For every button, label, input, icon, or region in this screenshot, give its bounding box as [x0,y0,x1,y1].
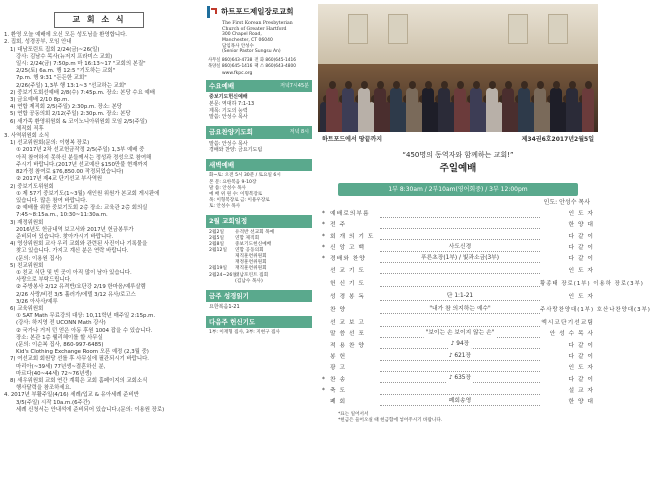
note-line: *헌금은 들어오실 때 헌금함에 넣어주시기 바랍니다. [338,418,443,423]
news-item: 마리아(~39세) 77년생~결혼하신 분, [16,363,106,370]
memory-text: 요한복음1-21 [209,304,240,311]
news-item: ② 예배를 위한 중보기도회 2층 장소: 교육관 2층 회의실 [16,205,148,212]
contact-pastor-office: 목양실 860)645-1416 [208,63,253,69]
church-website[interactable]: www.fkpc.org [222,71,253,77]
congregant-head [537,81,544,89]
dawn-line: 예 배 위 원 수: 이형복장로 [209,191,263,197]
standing-marker: * [322,244,325,251]
congregant-figure [454,88,466,132]
schedule-event: 제직훈련위원회 [235,254,267,260]
congregant-figure [374,88,386,132]
news-item: 2/26(주일) 1,3부 행 13:1~3 "선교하는 교회" [16,82,127,89]
congregant-head [393,81,400,89]
order-leader: 주사랑찬양대(1부) 호산나찬양대(3부) [540,307,651,314]
news-item: ② 국가나 거저 던 얻은 아동 후원 1004 잡을 수 있습니다. [16,327,153,334]
order-label: 회 개 의 기 도 [330,233,375,240]
order-leader: 인 도 자 [568,267,594,274]
order-label: 찬 송 [330,376,347,383]
friday-line: 경배와 찬양: 금요기도팀 [209,147,263,154]
news-item: 2) 중보기도회선예배 2/8(수) 7:45p.m. 장소: 본당 수요 예배 [10,89,155,96]
order-leader: 한 양 대 [568,222,594,229]
order-label: 봉 헌 [330,354,347,361]
standing-marker: * [322,222,325,229]
dawn-head: 새벽예배 [209,161,235,169]
news-item: 찾고 있습니다. 가지고 계신 분은 연락 바랍니다. [16,248,129,255]
order-label: 성 경 봉 독 [330,293,365,300]
news-item: ② 2017년 제4교 단기선교 부사역원 [16,176,103,183]
order-leader: 황종태 장로(1부) 이용하 장로(3부) [540,281,644,288]
next-week-text: 1부: 이재형 집사, 3부: 지현구 집사 [209,330,280,336]
news-item: (강사: 하지영 전 UCONN Math 강사) [16,320,106,327]
schedule-event: 연합 제직회 [235,235,260,241]
congregant-head [505,81,512,89]
friday-section [206,126,312,156]
church-info-column [206,4,312,473]
news-item: ① 제 57기 중보기도(1~3월) 새인원 위원가 본교회 게시판에 [16,190,160,197]
news-item: 2/25(토) 6a.m. 행 12:5 "기도하는 교회" [16,68,116,75]
order-leader: 다 같 이 [568,233,594,240]
news-item: 체직회 직후 [16,125,44,132]
schedule-date: 2월12일 [209,248,228,254]
news-item: ① SAT Math 무료강의 대상: 10,11학년 매주일 2:15p.m. [16,313,156,320]
congregant-head [457,81,464,89]
contact-fax: 팩 스 860)643-4800 [254,63,296,69]
news-item: 3/5(주일) 시작 10a.m.(6주간) [16,399,91,406]
news-item: 2. 집회, 성경공부, 모임 안내 [4,39,72,46]
worship-order-row [322,209,594,220]
next-week-head: 다음주 헌신기도 [209,317,256,326]
memory-head: 금주 성경읽기 [209,291,249,300]
standing-marker: * [322,211,325,218]
pastor-korean: 담임목사 안성수 [222,43,254,49]
congregant-head [489,81,496,89]
congregant-head [425,81,432,89]
worship-order-row [322,243,594,254]
schedule-event: 연합 공동의회 [235,248,264,254]
church-motto: “450명의 동역자와 함께하는 교회!” [402,150,514,159]
news-item: 1. 환영 오늘 예배에 오신 모든 성도님을 환영합니다. [4,32,127,39]
wednesday-line: 말씀: 안성수 목사 [209,114,248,121]
dawn-line: 말 씀: 안성수 목사 [209,185,246,191]
schedule-date [209,279,231,285]
news-item: 주시기 바랍니다.(2017년 선교예산 $150만불 현재까지 [16,161,148,168]
contact-phone: 전 화 860)645-1416 [254,57,296,63]
schedule-date: 2월19일 [209,266,228,272]
news-item: ① 친교 식단 및 빈 곳이 아직 많이 남아 있습니다. [16,269,132,276]
church-name-english-1: The First Korean Presbyterian [222,21,293,26]
congregation-photo [318,4,598,132]
news-item: 3. 사역위원회 소식 [4,133,50,140]
order-leader: 다 같 이 [568,256,594,263]
congregant-figure [422,88,434,132]
news-item: 행사달력을 참조하세요. [16,385,72,392]
standing-marker: * [322,256,325,263]
order-content: 사도신경 [448,243,472,250]
congregant-figure [486,88,498,132]
news-item: (문의: 이용원 집사) [16,255,62,262]
news-item: 8) 새우위원회 교회 연간 계획은 교회 홈페이지의 교회소식 [10,377,148,384]
congregant-figure [390,88,402,132]
order-leader: 엑시코단기선교팀 [541,320,594,327]
order-leader: 인 도 자 [568,365,594,372]
order-content: ♪ 635장 [448,375,472,382]
order-content: "보이는 손 보이지 않는 손" [425,330,495,337]
wednesday-line: 본문: 역대하 7:1-13 [209,100,255,107]
congregant-figure [582,88,594,132]
order-label: 말 씀 선 포 [330,331,365,338]
contact-office: 사무실 860)643-4738 [208,57,253,63]
pastor-english: (Senior Pastor Sungsu An) [222,49,281,55]
news-item: 준비되어 있습니다. 찾아가시기 바랍니다. [16,233,114,240]
schedule-event: 재정훈련위원회 [235,260,267,266]
congregant-head [361,81,368,89]
news-item: Kid's Clothing Exchange Room 오픈 예정 (2,3월 중) [16,349,149,356]
news-item: 있습니다. 많은 참여 바랍니다. [16,197,88,204]
congregant-head [329,81,336,89]
order-content: 폐회송영 [448,397,472,404]
order-label: 선 교 기 도 [330,267,365,274]
order-leader: 다 같 이 [568,244,594,251]
order-leader: 다 같 이 [568,354,594,361]
order-content: 단 1:1-21 [446,292,474,299]
congregant-figure [502,88,514,132]
news-item: 5) 친교위원회 [10,262,44,269]
schedule-date: 2월5일 [209,235,225,241]
standing-marker: * [322,387,325,394]
worship-order-row [322,303,651,318]
congregant-figure [534,88,546,132]
february-schedule [206,228,312,287]
order-leader: 인 도 자 [568,293,594,300]
order-content: "내가 참 의지하는 예수" [429,305,491,312]
worship-title: 주일예배 [439,162,477,174]
congregant-head [585,81,592,89]
standing-marker: * [322,376,325,383]
worship-order-row [322,318,594,329]
wednesday-head: 수요예배 [209,81,235,90]
friday-line: 말씀: 안성수 목사 [209,140,248,147]
worship-order-row [322,397,594,408]
news-item: 4) 영상위원회 교사 우리 교회와 관련된 사진이나 기록물을 [10,241,148,248]
congregant-figure [550,88,562,132]
worship-order-row [322,341,594,352]
congregant-head [441,81,448,89]
schedule-event: 중보기도헌신예배 [235,241,272,247]
congregant-figure [406,88,418,132]
wednesday-title: 중보기도헌신예배 [209,94,248,101]
schedule-date: 2월8일 [209,241,225,247]
february-schedule-section [206,215,312,286]
news-item: 7:45~8:15a.m., 10:30~11:30a.m. [16,212,108,219]
news-item: 7p.m. 행 9:31 "든든한 교회" [16,75,87,82]
schedule-date: 2월2일 [209,229,225,235]
church-address-1: 300 Chapel Road, [222,32,262,38]
news-item: 아직 참여하지 못하신 분들께서는 정성과 정성으로 참여해 [16,154,152,161]
news-list [4,32,196,413]
news-item: 5) 연합 공동의회 2/12(주일) 2:30p.m. 장소: 본당 [10,111,131,118]
dawn-line: 본 문: 요한복음 9-10장 [209,179,257,185]
news-item: 1) 대남포린트 집회 2/24(금)~26(일) [10,46,100,53]
church-logo-icon [206,6,218,18]
order-label: 전 주 [330,222,347,229]
wednesday-line: 제목: 기도의 능력 [209,107,248,114]
order-content: ♪ 621장 [448,352,472,359]
news-item: 2/26 사랑/비전 3/5 흘러가/에델 3/12 유사/로고스 [16,291,136,298]
bulletin-slogan: 하트포드에서 땅끝까지 [322,136,383,143]
news-item: 3) 재정위원회 [10,219,44,226]
order-leader: 설 교 자 [568,387,594,394]
church-name-english-2: Church of Greater Hartford [222,26,287,32]
worship-order-row [322,386,594,397]
order-label: 신 앙 고 백 [330,244,365,251]
wednesday-time: 저녁7시45분 [280,82,309,89]
worship-order-row [322,232,594,243]
news-title: 교 회 소 식 [54,12,144,28]
order-label: 적 용 찬 양 [330,342,365,349]
worship-order-row [322,277,644,292]
schedule-event: 유격반 선교회 목예 [235,229,275,235]
worship-order-row [322,220,594,231]
worship-order-row [322,352,594,363]
order-label: 축 도 [330,387,347,394]
dawn-line: 목: 이형복장로 금: 이용우장로 [209,198,270,204]
congregant-head [553,81,560,89]
news-item: 7) 여선교회 회원당 선를 후 사무실에 필관되시기 바랍니다. [10,356,150,363]
congregant-head [345,81,352,89]
schedule-event: 대남포린트 집회 [235,272,269,278]
memory-section [206,290,312,313]
standing-marker: * [322,233,325,240]
news-item: 장소: 본관 1층 웰리헤이를 할 사무실 [16,334,103,341]
news-item: 세례 신청서는 안내석에 준비되어 있습니다.(문의: 이용원 장로) [16,406,165,413]
dawn-line: 토: 안성수 목사 [209,204,241,210]
news-item: 일시: 2/24(금) 7:50p.m 마 16:13~17 "교회의 본질" [16,61,146,68]
worship-column [318,4,651,473]
order-leader: 다 같 이 [568,376,594,383]
order-label: 광 고 [330,365,347,372]
bulletin-issue: 제34권6호2017년2월5일 [521,136,594,143]
congregant-figure [566,88,578,132]
congregant-figure [326,88,338,132]
bulletin-header-row [322,136,594,144]
news-item: 2) 중보기도위원회 [10,183,54,190]
order-leader: 한 양 대 [568,399,594,406]
dawn-line: 화~토: 오전 5시 30분 / 토요일 6시 [209,173,281,179]
order-label: 예배로의부름 [330,211,370,218]
order-content: ♪ 94장 [450,341,470,348]
worship-order-row [322,266,594,277]
note-line: *표는 일어서서 [338,411,369,417]
news-item: 마르다(40~44세) 72~76년생) [16,370,92,377]
next-week-section [206,316,312,339]
news-item: 1) 선교위원회(문의: 이형복 장로) [10,140,90,147]
news-item: ① 2017년 2차 선교헌금작정 2/5(주일) 1,3부 예배 중 [16,147,145,154]
order-label: 찬 양 [330,307,347,313]
service-leader: 인도: 안성수 목사 [543,199,590,207]
news-item: 6) 교육위원회 [10,305,44,312]
news-item: (문의: 이순복 집사, 860-997-6485) [16,341,104,348]
schedule-date: 2월24~26일 [209,272,237,278]
congregant-figure [342,88,354,132]
friday-time: 저녁 8시 [289,129,309,136]
order-label: 헌 신 기 도 [330,280,365,287]
congregant-head [473,81,480,89]
order-leader: 다 같 이 [568,342,594,349]
schedule-event: 재직훈련위원회 [235,266,267,272]
friday-head: 금요찬양기도회 [209,128,253,137]
worship-order-row [322,292,594,303]
congregant-figure [518,88,530,132]
congregant-head [521,81,528,89]
service-times: 1부 8:30am / 2부10am(영어회중) / 3부 12:00pm [338,183,578,197]
worship-notes [338,412,598,425]
schedule-event: (김남수 목사) [235,278,263,284]
wednesday-section [206,80,312,123]
schedule-row [209,279,309,285]
worship-order-row [322,254,594,265]
order-leader: 인 도 자 [568,211,594,218]
worship-order [322,209,651,408]
order-label: 폐 회 [330,399,347,406]
news-item: 4) 연합 제직회 2/5(주일) 2:30p.m. 장소: 본당 [10,104,122,111]
church-name-korean: 하트포드제일장로교회 [221,7,294,16]
news-item: 6) 새가족 환영위원회 & 코이노니아위원회 모임 2/5(주일) [10,118,148,125]
congregant-head [569,81,576,89]
news-item: ② 주방봉사 2/12 유격반/요단강 2/19 한마음/예루살렘 [16,284,146,291]
dawn-section [206,159,312,212]
worship-order-row [322,363,594,374]
church-address-2: Manchester, CT 06040 [222,38,273,44]
order-label: 경배와 찬양 [330,256,366,263]
news-item: 4. 2017년 부활주일(4/16) 세례/입교 & 유아세례 준비반 [4,392,139,399]
order-content: 푸른초장(1부) / 빛과소금(3부) [420,254,500,261]
congregant-head [377,81,384,89]
congregant-figure [470,88,482,132]
news-item: 2016년도 헌금내역 보고서와 2017년 헌금봉투가 [16,226,134,233]
congregant-figure [358,88,370,132]
congregant-head [409,81,416,89]
news-item: 3) 금요예배 2/10 8p.m. [10,97,70,104]
news-item: 82가정 참여로 $76,850.00 작정되었습니다) [16,169,124,176]
worship-order-row [322,330,594,341]
church-news-column [4,4,196,473]
contact-block [208,58,312,69]
worship-order-row [322,375,594,386]
order-leader: 안 성 수 목 사 [549,331,594,338]
news-item: 사랑으로 부탁드립니다. [16,277,72,284]
church-header [206,6,312,18]
february-head: 2월 교회일정 [209,217,248,226]
news-item: 강사: 김남수 목사(뉴저지 프라미스 교회) [16,53,113,60]
congregant-figure [438,88,450,132]
order-label: 선 교 보 고 [330,320,365,327]
news-item: 3/26 아사사/예루 [16,298,58,305]
